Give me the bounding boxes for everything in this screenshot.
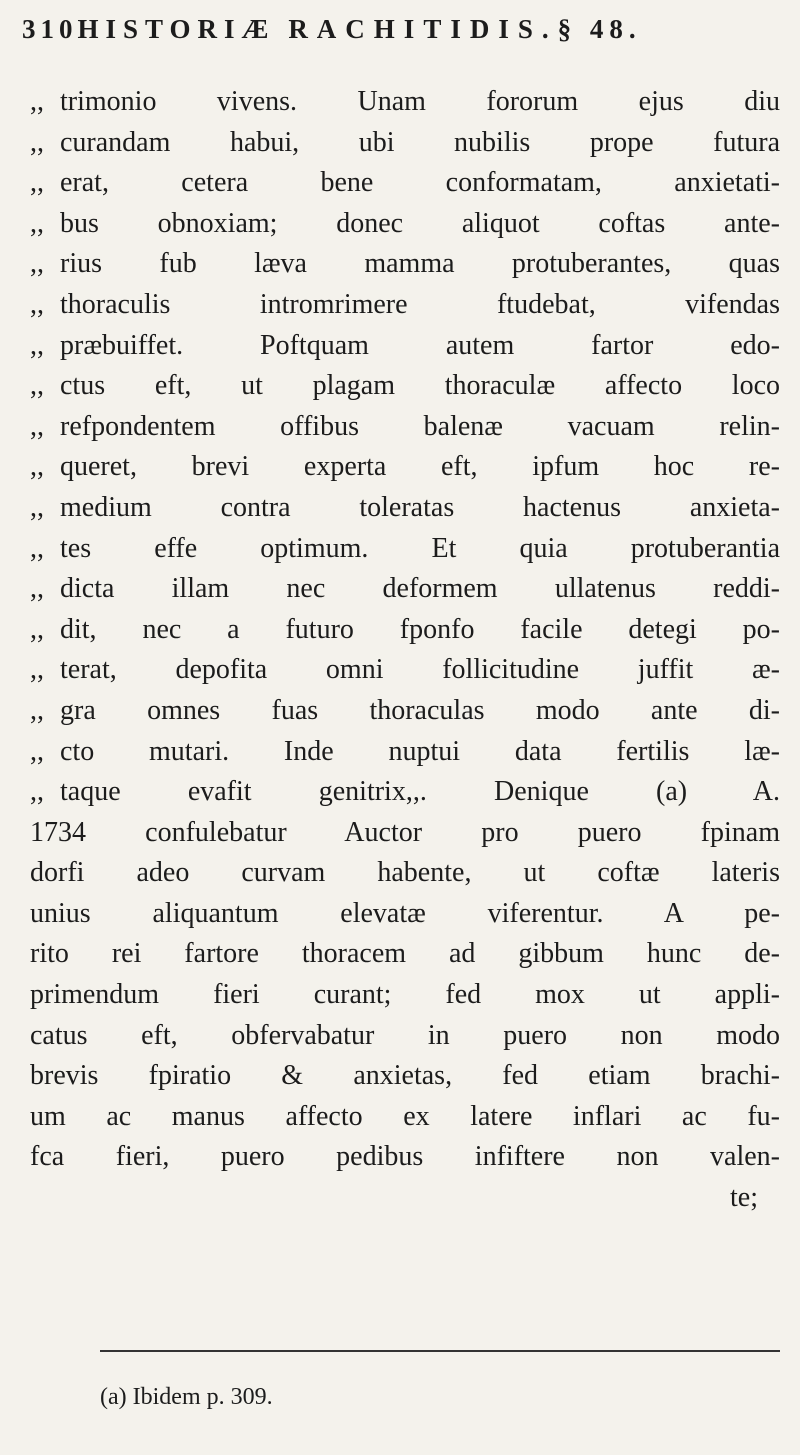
line-text: 1734 confulebatur Auctor pro puero fpinam [30, 816, 780, 848]
section-number: § 48. [557, 14, 642, 44]
line-text: medium contra toleratas hactenus anxieta- [60, 491, 780, 523]
text-line [30, 326, 780, 367]
line-text: refpondentem offibus balenæ vacuam relin- [60, 410, 780, 442]
body-text [30, 82, 780, 1219]
quote-mark: ,, [30, 288, 44, 320]
text-line [30, 1097, 780, 1138]
text-line [30, 244, 780, 285]
quote-mark: ,, [30, 167, 44, 199]
quote-mark: ,, [30, 573, 44, 605]
text-line [30, 1016, 780, 1057]
running-title-part-2: RACHITIDIS. [288, 14, 558, 44]
text-line [30, 569, 780, 610]
line-text: trimonio vivens. Unam fororum ejus diu [60, 86, 780, 117]
text-line [30, 975, 780, 1016]
line-text: terat, depofita omni follicitudine juffit æ- [60, 654, 780, 686]
running-head [22, 14, 792, 45]
text-line [30, 163, 780, 204]
quote-mark: ,, [30, 532, 44, 564]
text-line [30, 204, 780, 245]
text-line [30, 610, 780, 651]
line-text: catus eft, obfervabatur in puero non modo [30, 1019, 780, 1051]
quote-mark: ,, [30, 491, 44, 523]
text-line [30, 366, 780, 407]
text-line [30, 853, 780, 894]
line-text: unius aliquantum elevatæ viferentur. A pe- [30, 897, 780, 929]
catchword: te; [730, 1182, 758, 1214]
text-line [30, 285, 780, 326]
text-line [30, 1056, 780, 1097]
text-line [30, 82, 780, 123]
text-line [30, 732, 780, 773]
footnote-rule [100, 1350, 780, 1352]
quote-mark: ,, [30, 207, 44, 239]
line-text: taque evafit genitrix,,. Denique (a) A. [60, 776, 780, 808]
quote-mark: ,, [30, 735, 44, 767]
line-text: præbuiffet. Poftquam autem fartor edo- [60, 329, 780, 361]
text-line [30, 934, 780, 975]
text-line [30, 123, 780, 164]
catchword-line [60, 1178, 780, 1219]
line-text: bus obnoxiam; donec aliquot coftas ante- [60, 207, 780, 239]
line-text: tes effe optimum. Et quia protuberantia [60, 532, 780, 564]
line-text: ctus eft, ut plagam thoraculæ affecto loco [60, 370, 780, 402]
line-text: erat, cetera bene conformatam, anxietati- [60, 167, 780, 199]
text-line [30, 1137, 780, 1178]
text-line [30, 894, 780, 935]
line-text: fca fieri, puero pedibus infiftere non valen- [30, 1141, 780, 1173]
quote-mark: ,, [30, 370, 44, 402]
text-line [30, 529, 780, 570]
line-text: rius fub læva mamma protuberantes, quas [60, 248, 780, 280]
line-text: dit, nec a futuro fponfo facile detegi po- [60, 613, 780, 645]
line-text: thoraculis intromrimere ftudebat, vifendas [60, 288, 780, 320]
line-text: queret, brevi experta eft, ipfum hoc re- [60, 451, 780, 483]
text-line [30, 772, 780, 813]
line-text: dicta illam nec deformem ullatenus reddi- [60, 573, 780, 605]
quote-mark: ,, [30, 613, 44, 645]
text-line [30, 650, 780, 691]
quote-mark: ,, [30, 86, 44, 117]
line-text: brevis fpiratio & anxietas, fed etiam brachi- [30, 1060, 780, 1092]
line-text: gra omnes fuas thoraculas modo ante di- [60, 694, 780, 726]
text-line [30, 488, 780, 529]
line-text: dorfi adeo curvam habente, ut coftæ lateris [30, 857, 780, 889]
quote-mark: ,, [30, 654, 44, 686]
text-line [30, 813, 780, 854]
line-text: cto mutari. Inde nuptui data fertilis læ- [60, 735, 780, 767]
quote-mark: ,, [30, 126, 44, 158]
text-line [30, 407, 780, 448]
line-text: um ac manus affecto ex latere inflari ac fu- [30, 1100, 780, 1132]
quote-mark: ,, [30, 451, 44, 483]
quote-mark: ,, [30, 694, 44, 726]
line-text: rito rei fartore thoracem ad gibbum hunc de- [30, 938, 780, 970]
line-text: curandam habui, ubi nubilis prope futura [60, 126, 780, 158]
quote-mark: ,, [30, 248, 44, 280]
footnote: (a) Ibidem p. 309. [100, 1384, 273, 1410]
quote-mark: ,, [30, 410, 44, 442]
running-title-part-1: HISTORIÆ [77, 14, 276, 44]
page-number: 310 [22, 14, 78, 44]
quote-mark: ,, [30, 329, 44, 361]
text-line [30, 691, 780, 732]
text-line [30, 447, 780, 488]
line-text: primendum fieri curant; fed mox ut appli- [30, 979, 780, 1011]
quote-mark: ,, [30, 776, 44, 808]
